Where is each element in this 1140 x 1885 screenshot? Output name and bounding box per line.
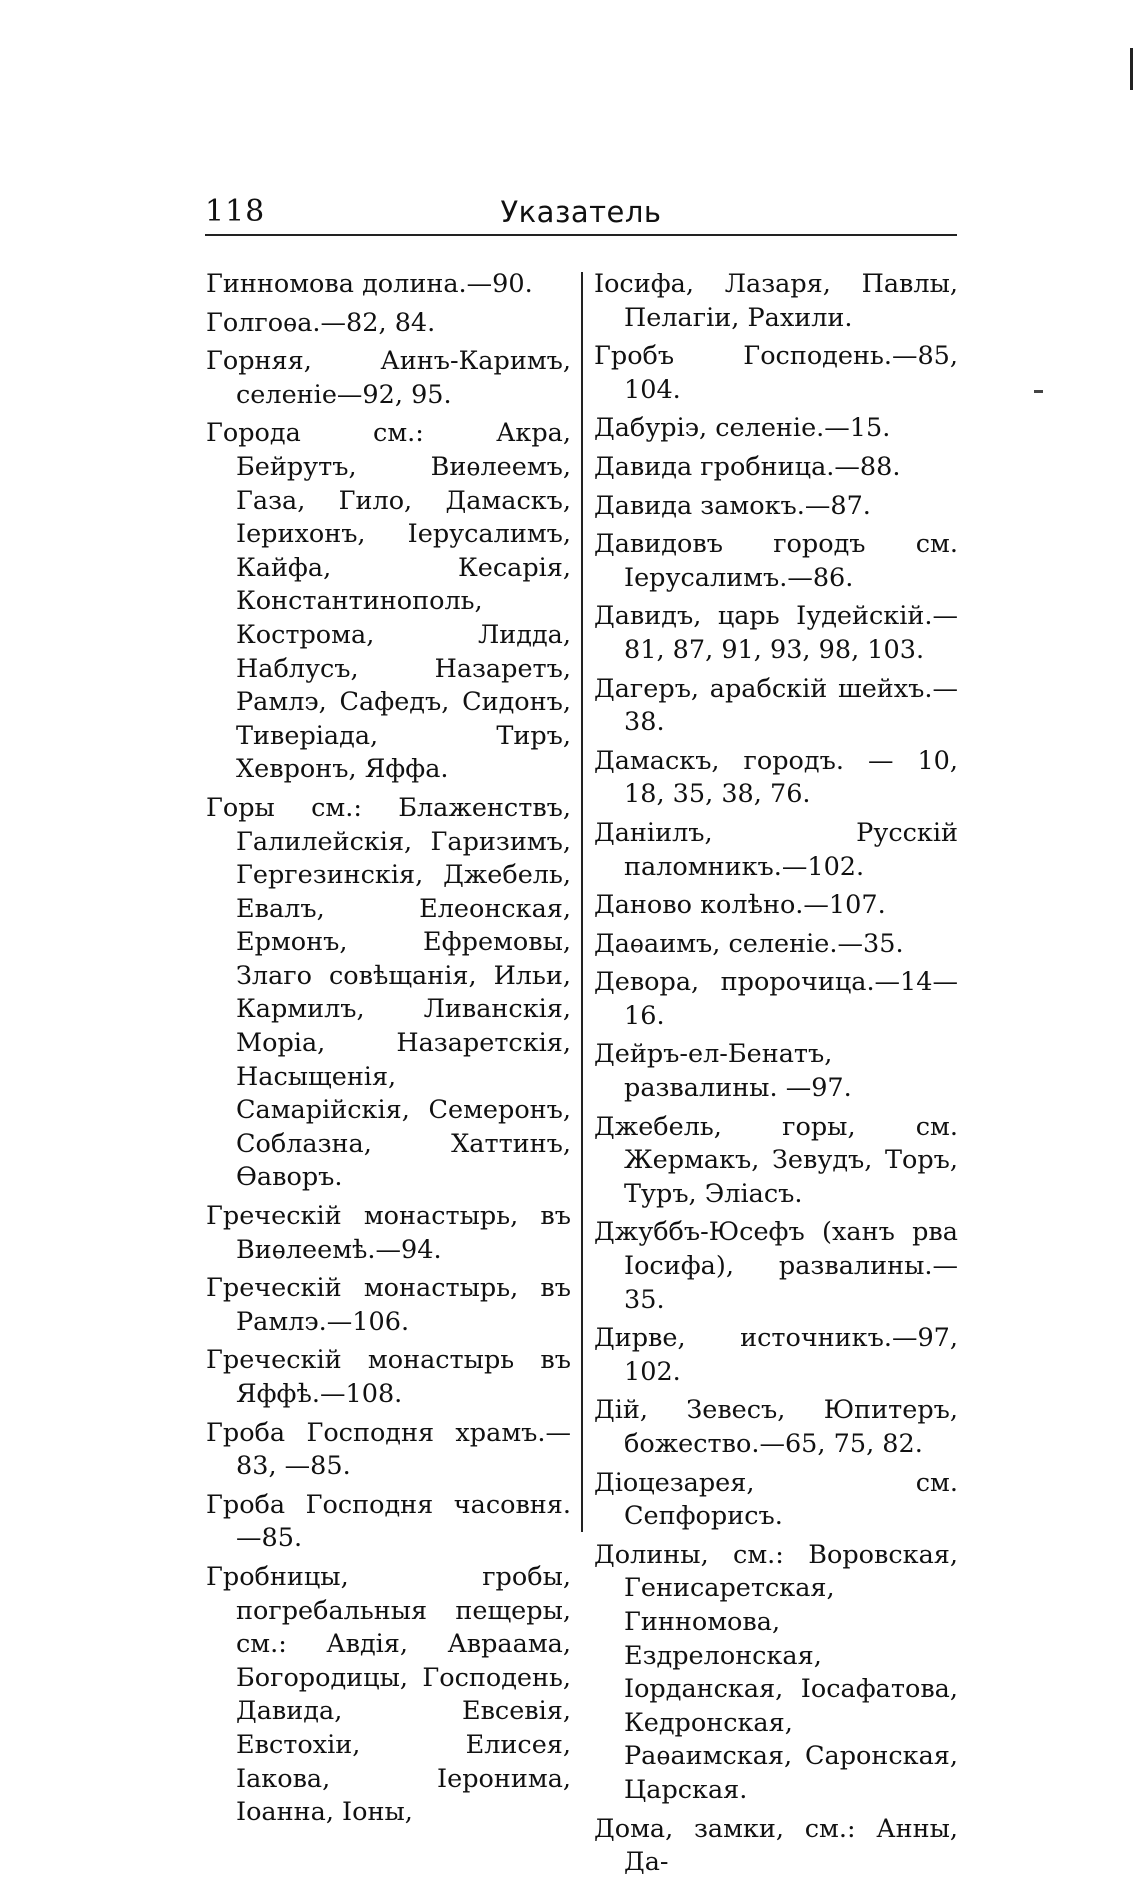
- index-entry: Діоцезарея, см. Сепфорисъ.: [594, 1467, 958, 1532]
- header-rule: [205, 234, 957, 236]
- stray-ink-mark: [1034, 390, 1043, 393]
- index-entry: Гробъ Господень.—85, 104.: [594, 341, 958, 405]
- index-entry: Давида гробница.—88.: [594, 451, 901, 482]
- running-head: [205, 192, 957, 232]
- index-entry: Давидовъ городъ см. Іерусалимъ.—86.: [594, 529, 958, 593]
- index-entry: Давидъ, царь Іудейскій.—81, 87, 91, 93, 98, 103.: [594, 601, 958, 665]
- index-entry: Долины, см.: Воровская, Генисаретская, Гинномова, Ездрелонская, Іорданская, Іосафатова, Кедронская, Раѳаимская, Саронская, Царская.: [594, 1539, 958, 1805]
- index-entry: Гробницы, гробы, погребальныя пещеры, см.: Авдія, Авраама, Богородицы, Господень, Давида, Евсевія, Евстохіи, Елисея, Іакова, Іеронима, Іоанна, Іоны,: [206, 1561, 571, 1828]
- index-entry: Джуббъ-Юсефъ (ханъ рва Іосифа), развалины.—35.: [594, 1217, 958, 1315]
- index-column-left: [206, 268, 571, 1835]
- index-entry: Даѳаимъ, селеніе.—35.: [594, 928, 904, 959]
- index-entry: Давида замокъ.—87.: [594, 490, 871, 521]
- running-head-title: Указатель: [500, 195, 662, 229]
- index-entry: Греческій монастырь, въ Виѳлеемѣ.—94.: [206, 1201, 571, 1265]
- index-entry: Дейръ-ел-Бенатъ, развалины. —97.: [594, 1039, 852, 1104]
- index-entry: Гроба Господня часовня.—85.: [206, 1489, 571, 1554]
- index-entry: Дома, замки, см.: Анны, Да-: [594, 1813, 958, 1878]
- index-entry: Дабуріэ, селеніе.—15.: [594, 413, 891, 444]
- column-divider: [581, 272, 583, 1532]
- index-entry: Города см.: Акра, Бейрутъ, Виѳлеемъ, Газа, Гило, Дамаскъ, Іерихонъ, Іерусалимъ, Кайфа, Кесарія, Константинополь, Кострома, Лидда, Наблусъ, Назаретъ, Рамлэ, Сафедъ, Сидонъ, Тиверіада, Тиръ, Хевронъ, Яффа.: [206, 418, 571, 785]
- index-column-right: [594, 268, 958, 1885]
- index-entry: Даново колѣно.—107.: [594, 890, 886, 921]
- index-entry: Греческій монастырь въ Яффѣ.—108.: [206, 1345, 571, 1409]
- index-entry: Іосифа, Лазаря, Павлы, Пелагіи, Рахили.: [594, 269, 958, 333]
- index-entry: Греческій монастырь, въ Рамлэ.—106.: [206, 1273, 571, 1337]
- index-entry: Гроба Господня храмъ.—83, —85.: [206, 1417, 571, 1482]
- index-entry: Дамаскъ, городъ. — 10, 18, 35, 38, 76.: [594, 745, 958, 810]
- index-entry: Даніилъ, Русскій паломникъ.—102.: [594, 817, 958, 882]
- index-entry: Гинномова долина.—90.: [206, 269, 533, 299]
- page-edge-mark: [1130, 48, 1133, 90]
- index-entry: Джебель, горы, см. Жермакъ, Зевудъ, Торъ, Туръ, Эліасъ.: [594, 1111, 958, 1209]
- index-entry: Дагеръ, арабскій шейхъ.—38.: [594, 673, 958, 738]
- page-number: 118: [205, 194, 266, 229]
- index-entry: Дирве, источникъ.—97, 102.: [594, 1323, 958, 1387]
- index-entry: Голгоѳа.—82, 84.: [206, 307, 436, 338]
- index-entry: Девора, пророчица.—14—16.: [594, 967, 958, 1031]
- index-entry: Горняя, Аинъ-Каримъ, селеніе—92, 95.: [206, 346, 571, 410]
- index-entry: Дій, Зевесъ, Юпитеръ, божество.—65, 75, 82.: [594, 1395, 958, 1459]
- index-entry: Горы см.: Блаженствъ, Галилейскія, Гаризимъ, Гергезинскія, Джебель, Евалъ, Елеонская, Ермонъ, Ефремовы, Злаго совѣщанія, Ильи, Кармилъ, Ливанскія, Моріа, Назаретскія, Насыщенія, Самарійскія, Семеронъ, Соблазна, Хаттинъ, Ѳаворъ.: [206, 792, 571, 1193]
